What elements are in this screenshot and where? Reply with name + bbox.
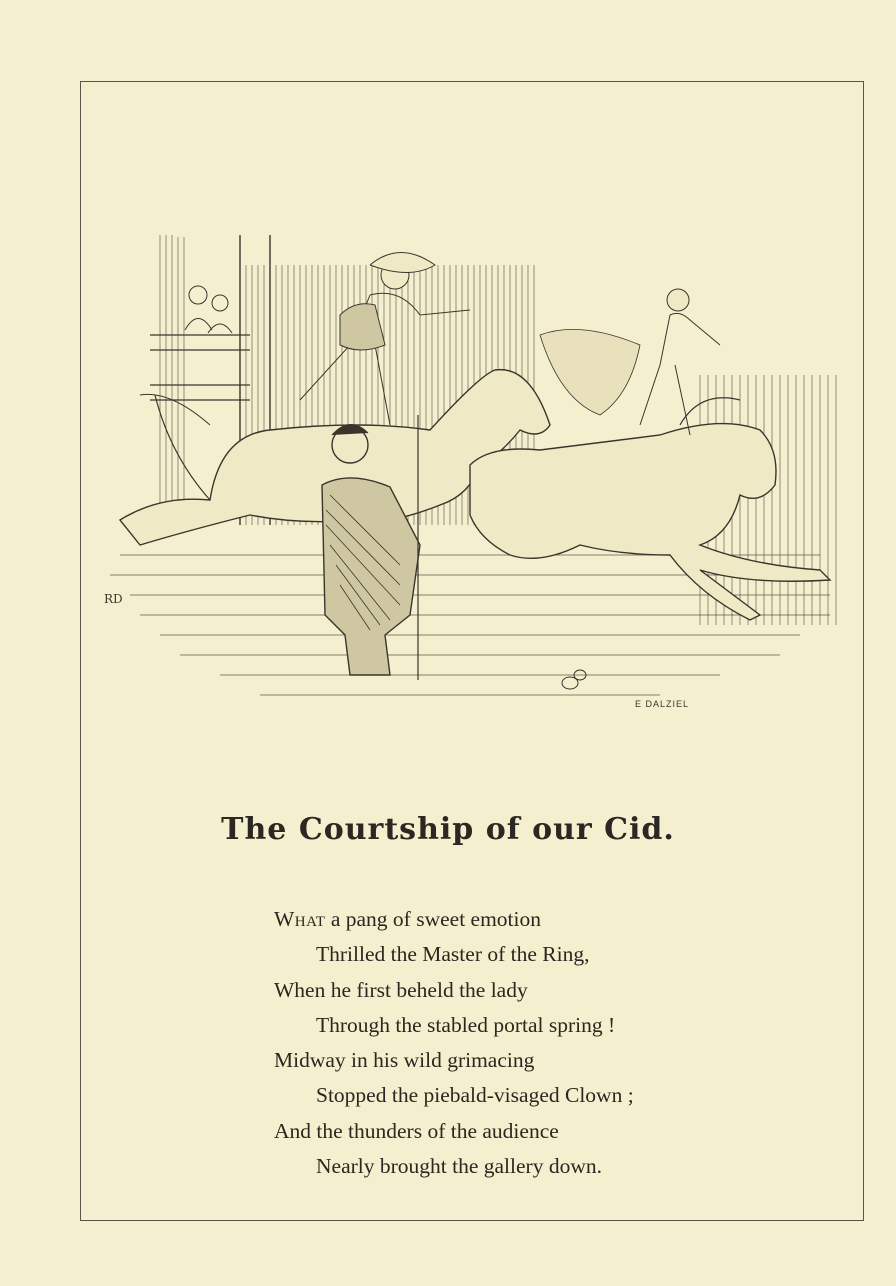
engraver-signature: E DALZIEL (635, 699, 690, 709)
poem-line: And the thunders of the audience (274, 1118, 559, 1143)
circus-illustration (100, 225, 840, 715)
poem-line (274, 902, 834, 937)
poem-line: Stopped the piebald-visaged Clown ; (316, 1083, 634, 1108)
poem-line: Midway in his wild grimacing (274, 1048, 535, 1073)
poem-line: Nearly brought the gallery down. (316, 1154, 602, 1179)
monogram: RD (104, 592, 123, 606)
poem-line: Thrilled the Master of the Ring, (316, 942, 590, 967)
page-title: The Courtship of our Cid. (221, 812, 675, 847)
poem-line: When he first beheld the lady (274, 977, 528, 1002)
poem (274, 902, 834, 1184)
poem-first-line-rest: a pang of sweet emotion (325, 907, 542, 931)
poem-first-word: What (274, 907, 326, 931)
poem-line: Through the stabled portal spring ! (316, 1012, 616, 1037)
